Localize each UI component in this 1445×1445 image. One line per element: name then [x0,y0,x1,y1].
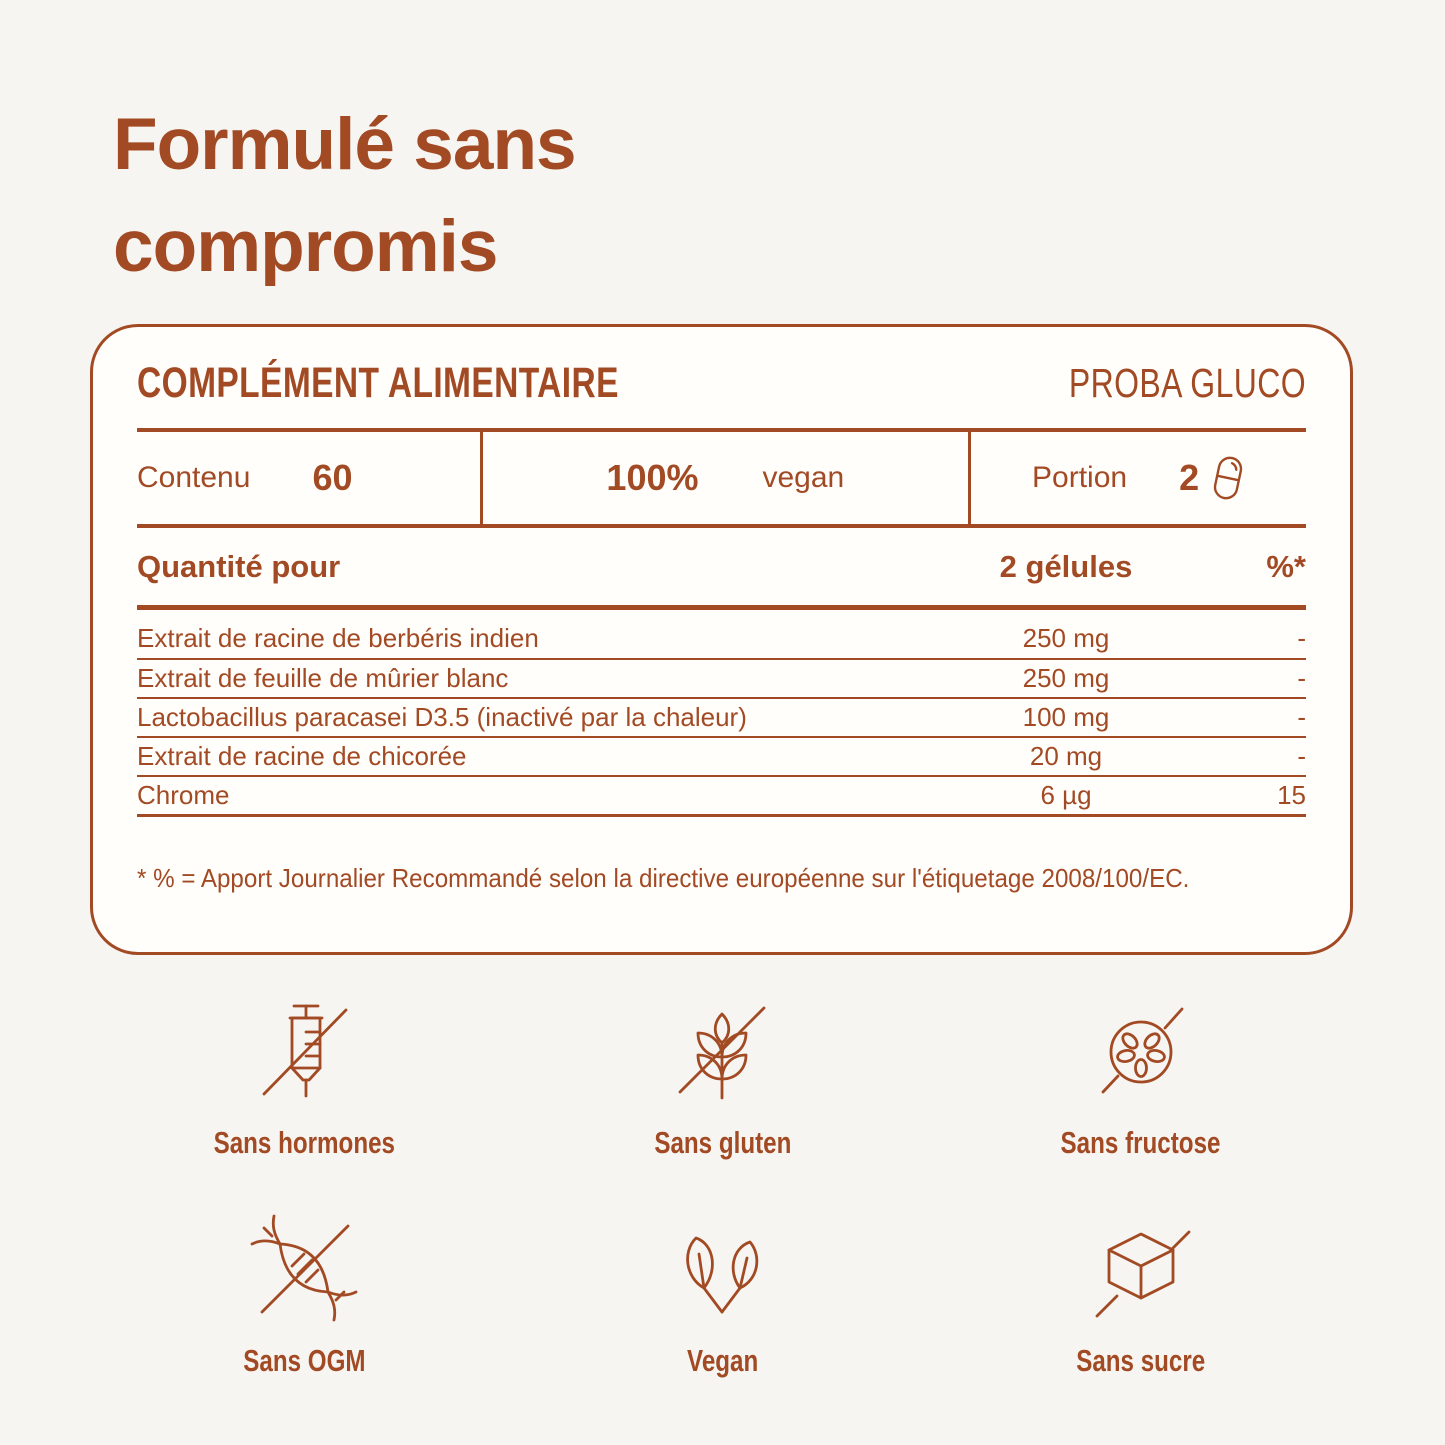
wheat-icon [662,989,782,1111]
footnote: * % = Apport Journalier Recommandé selon la directive européenne sur l'étiquetage 2008/100/EC. [137,863,1190,894]
content-label: Contenu [137,461,251,495]
feature-badges [95,989,1350,1379]
table-row [137,658,1306,697]
capsule-icon [1211,452,1245,504]
badge-label: Vegan [686,1343,759,1379]
ingredient-amount: 250 mg [1022,663,1110,694]
leaves-icon [662,1207,782,1329]
ingredient-name: Lactobacillus paracasei D3.5 (inactivé par la chaleur) [137,702,747,733]
table-column-headers [137,528,1306,610]
percent-header: %* [1266,548,1306,584]
quantity-header: Quantité pour [137,548,341,584]
serving-header: 2 gélules [999,548,1133,584]
ingredient-name: Extrait de racine de chicorée [137,741,467,772]
page-title: Formulé sans compromis [113,104,576,288]
badge-sans-gluten [513,989,931,1161]
panel-header [137,327,1306,432]
fruit-slice-icon [1081,989,1201,1111]
badge-label: Sans hormones [213,1125,395,1161]
vegan-label: vegan [762,461,845,495]
ingredient-amount: 250 mg [1022,623,1110,654]
panel-title: COMPLÉMENT ALIMENTAIRE [137,359,619,408]
badge-sans-ogm [95,1207,513,1379]
sugar-cube-icon [1081,1207,1201,1329]
badge-sans-fructose [932,989,1350,1161]
supplement-facts-panel [90,324,1353,955]
ingredient-percent: 15 [1277,780,1306,811]
badge-label: Sans sucre [1076,1343,1206,1379]
vegan-percent-value: 100% [606,457,699,499]
ingredient-table [137,610,1306,817]
portion-cell [968,432,1306,524]
dna-icon [244,1207,364,1329]
badge-sans-hormones [95,989,513,1161]
table-row [137,697,1306,736]
ingredient-name: Chrome [137,780,230,811]
table-row [137,736,1306,775]
product-name: PROBA GLUCO [1068,360,1306,407]
ingredient-percent: - [1297,702,1306,733]
table-row [137,619,1306,658]
ingredient-percent: - [1297,623,1306,654]
content-cell [137,432,480,524]
stats-row [137,432,1306,528]
ingredient-amount: 20 mg [1029,741,1103,772]
ingredient-percent: - [1297,663,1306,694]
portion-value: 2 [1179,457,1200,499]
ingredient-amount: 100 mg [1022,702,1110,733]
vegan-cell [480,432,969,524]
badge-label: Sans OGM [243,1343,366,1379]
ingredient-name: Extrait de racine de berbéris indien [137,623,539,654]
ingredient-amount: 6 µg [1040,780,1092,811]
badge-sans-sucre [932,1207,1350,1379]
table-row [137,775,1306,814]
ingredient-name: Extrait de feuille de mûrier blanc [137,663,509,694]
syringe-icon [244,989,364,1111]
badge-label: Sans gluten [653,1125,792,1161]
badge-label: Sans fructose [1060,1125,1221,1161]
content-value: 60 [312,457,353,499]
badge-vegan [513,1207,931,1379]
portion-label: Portion [1032,461,1128,495]
ingredient-percent: - [1297,741,1306,772]
